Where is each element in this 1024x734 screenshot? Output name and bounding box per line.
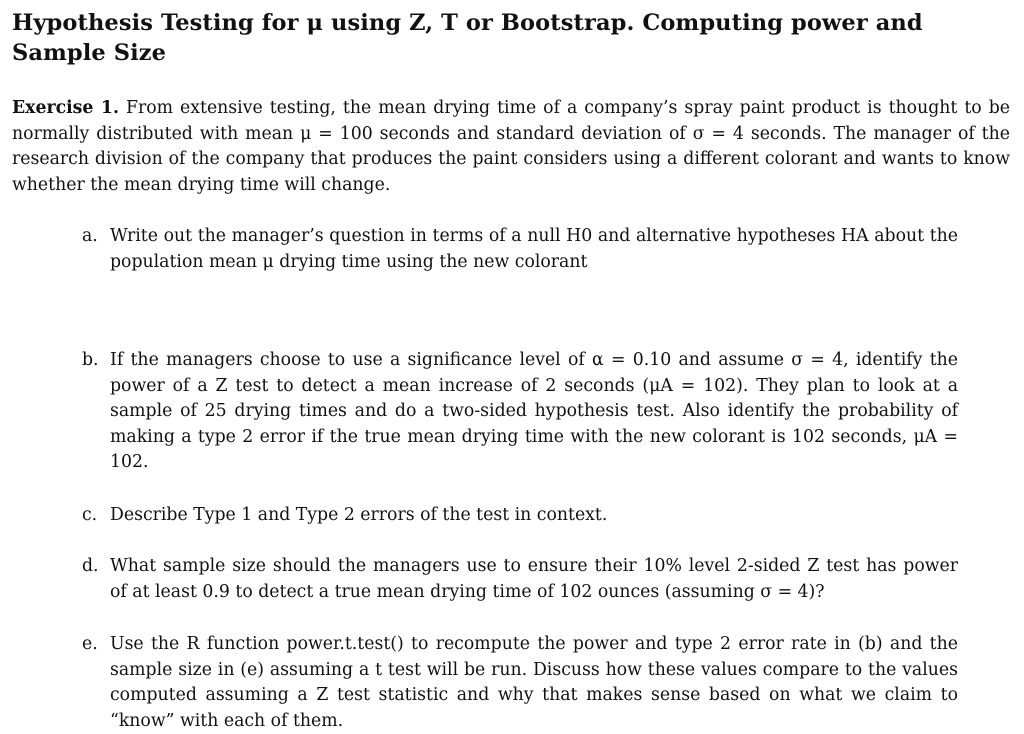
exercise-text: From extensive testing, the mean drying time of a company’s spray paint product is thought to be normally distributed with mean μ = 100 seconds and standard deviation of σ = 4 seconds. The manager of the research division of the company that produces the paint considers using a different colorant and wants to know whether the mean drying time will change. bbox=[12, 98, 1010, 195]
question-d-letter: d. bbox=[82, 556, 99, 576]
question-b-text: If the managers choose to use a significance level of α = 0.10 and assume σ = 4, identify the power of a Z test to detect a mean increase of 2 seconds (μA = 102). They plan to look at a sample of 25 drying times and do a two-sided hypothesis test. Also identify the probability of making a type 2 error if the true mean drying time with the new colorant is 102 seconds, μA = 102. bbox=[110, 350, 958, 472]
exercise-paragraph bbox=[12, 96, 1010, 198]
question-a-text: Write out the manager’s question in terms of a null H0 and alternative hypotheses HA about the population mean μ drying time using the new colorant bbox=[110, 226, 958, 272]
exercise-label: Exercise 1. bbox=[12, 98, 119, 118]
question-e-letter: e. bbox=[82, 634, 98, 654]
question-d bbox=[82, 554, 958, 605]
question-e-text: Use the R function power.t.test() to recompute the power and type 2 error rate in (b) and the sample size in (e) assuming a t test will be run. Discuss how these values compare to the values computed assuming a Z test statistic and why that makes sense based on what we claim to “know” with each of them. bbox=[110, 634, 958, 731]
question-b-letter: b. bbox=[82, 350, 99, 370]
question-c-text: Describe Type 1 and Type 2 errors of the test in context. bbox=[110, 505, 608, 525]
document-title: Hypothesis Testing for μ using Z, T or Bootstrap. Computing power and Sample Size bbox=[12, 10, 923, 66]
question-b bbox=[82, 348, 958, 476]
question-a-letter: a. bbox=[82, 226, 98, 246]
document-page bbox=[12, 8, 1010, 731]
question-e bbox=[82, 632, 958, 734]
question-a bbox=[82, 224, 958, 275]
question-c-letter: c. bbox=[82, 505, 98, 525]
question-c bbox=[82, 503, 958, 529]
question-d-text: What sample size should the managers use to ensure their 10% level 2-sided Z test has power of at least 0.9 to detect a true mean drying time of 102 ounces (assuming σ = 4)? bbox=[110, 556, 958, 602]
